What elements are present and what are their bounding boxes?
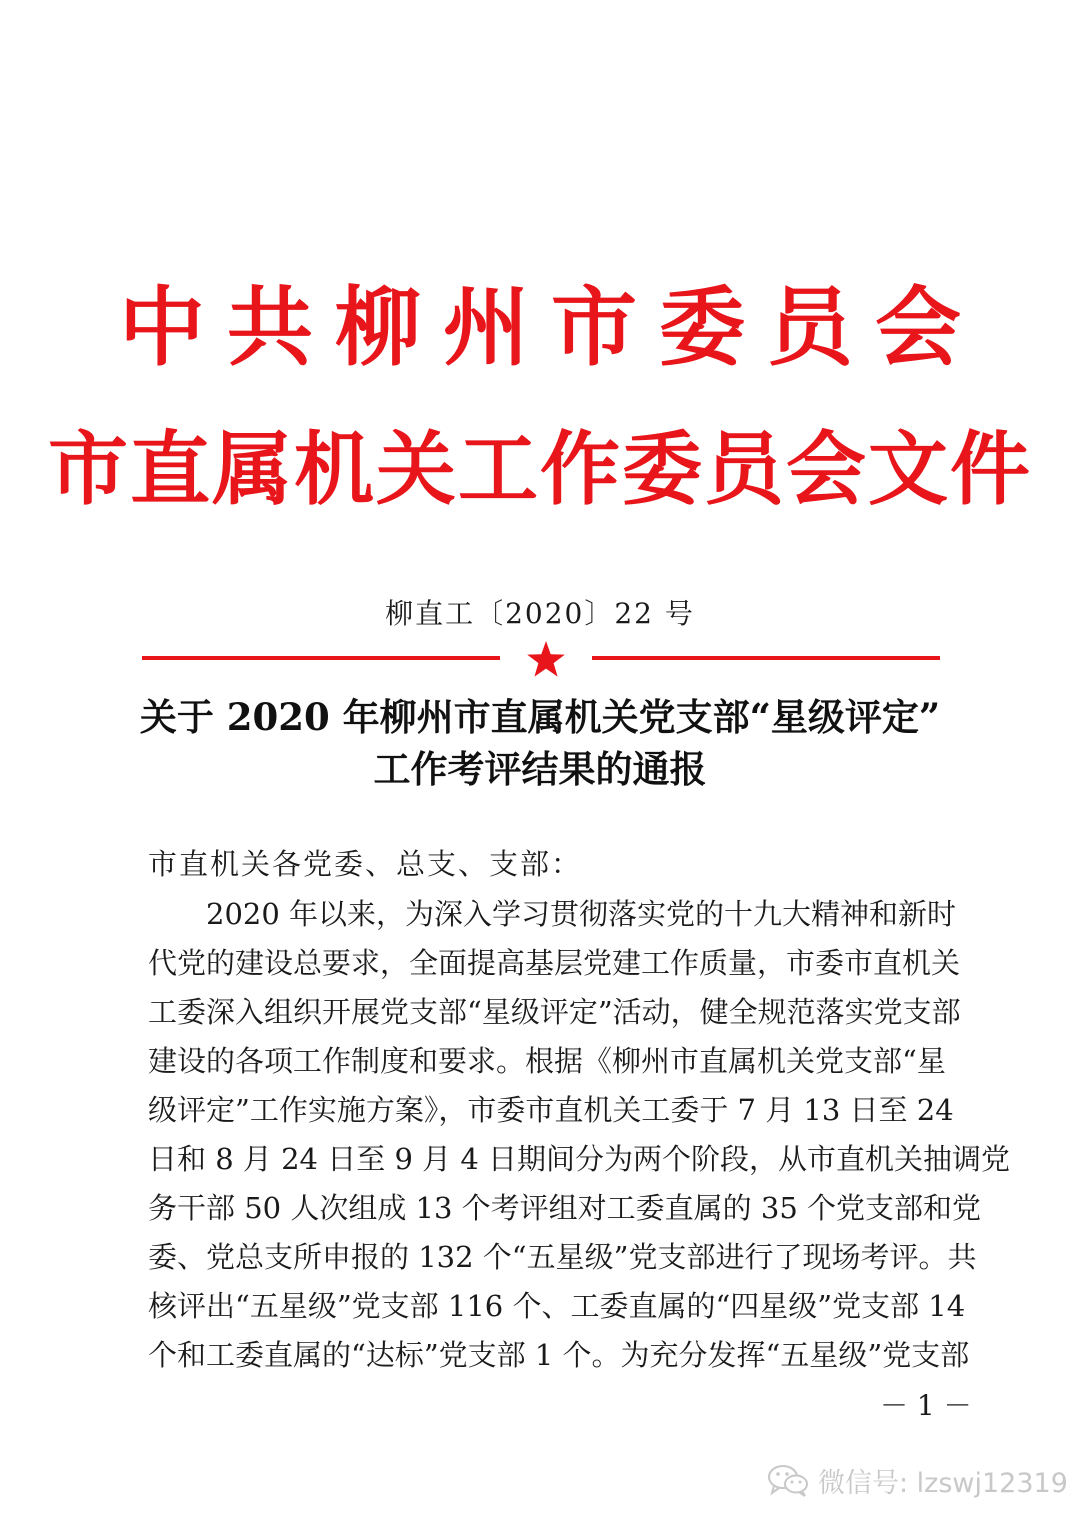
watermark-text: 微信号: lzswj12319 (818, 1467, 1068, 1499)
notice-title-line-2: 工作考评结果的通报 (373, 747, 707, 791)
body-line: 代党的建设总要求，全面提高基层党建工作质量，市委市直机关 (148, 946, 961, 980)
wechat-watermark (766, 1455, 1068, 1505)
wechat-icon (766, 1462, 810, 1498)
body-line: 委、党总支所申报的 132 个“五星级”党支部进行了现场考评。共 (148, 1240, 977, 1274)
star-icon (526, 639, 566, 679)
issuer-line-1: 中共柳州市委员会 (119, 278, 983, 378)
body-line: 建设的各项工作制度和要求。根据《柳州市直属机关党支部“星 (148, 1044, 946, 1078)
body-line: 个和工委直属的“达标”党支部 1 个。为充分发挥“五星级”党支部 (148, 1338, 970, 1372)
body-line: 核评出“五星级”党支部 116 个、工委直属的“四星级”党支部 14 (148, 1289, 966, 1323)
body-line: 级评定”工作实施方案》，市委市直机关工委于 7 月 13 日至 24 (148, 1093, 954, 1127)
red-divider-left (142, 656, 500, 660)
salutation: 市直机关各党委、总支、支部： (148, 847, 583, 881)
body-line: 日和 8 月 24 日至 9 月 4 日期间分为两个阶段，从市直机关抽调党 (148, 1142, 1011, 1176)
notice-title-line-1: 关于 2020 年柳州市直属机关党支部“星级评定” (139, 695, 941, 739)
document-number: 柳直工〔2020〕22 号 (385, 597, 695, 630)
issuer-line-2: 市直属机关工作委员会文件 (48, 423, 1032, 516)
red-divider-right (592, 656, 940, 660)
body-line: 工委深入组织开展党支部“星级评定”活动，健全规范落实党支部 (148, 995, 961, 1029)
body-line: 2020 年以来，为深入学习贯彻落实党的十九大精神和新时 (206, 897, 957, 931)
body-line: 务干部 50 人次组成 13 个考评组对工委直属的 35 个党支部和党 (148, 1191, 982, 1225)
page-number: － 1 － (880, 1389, 972, 1422)
